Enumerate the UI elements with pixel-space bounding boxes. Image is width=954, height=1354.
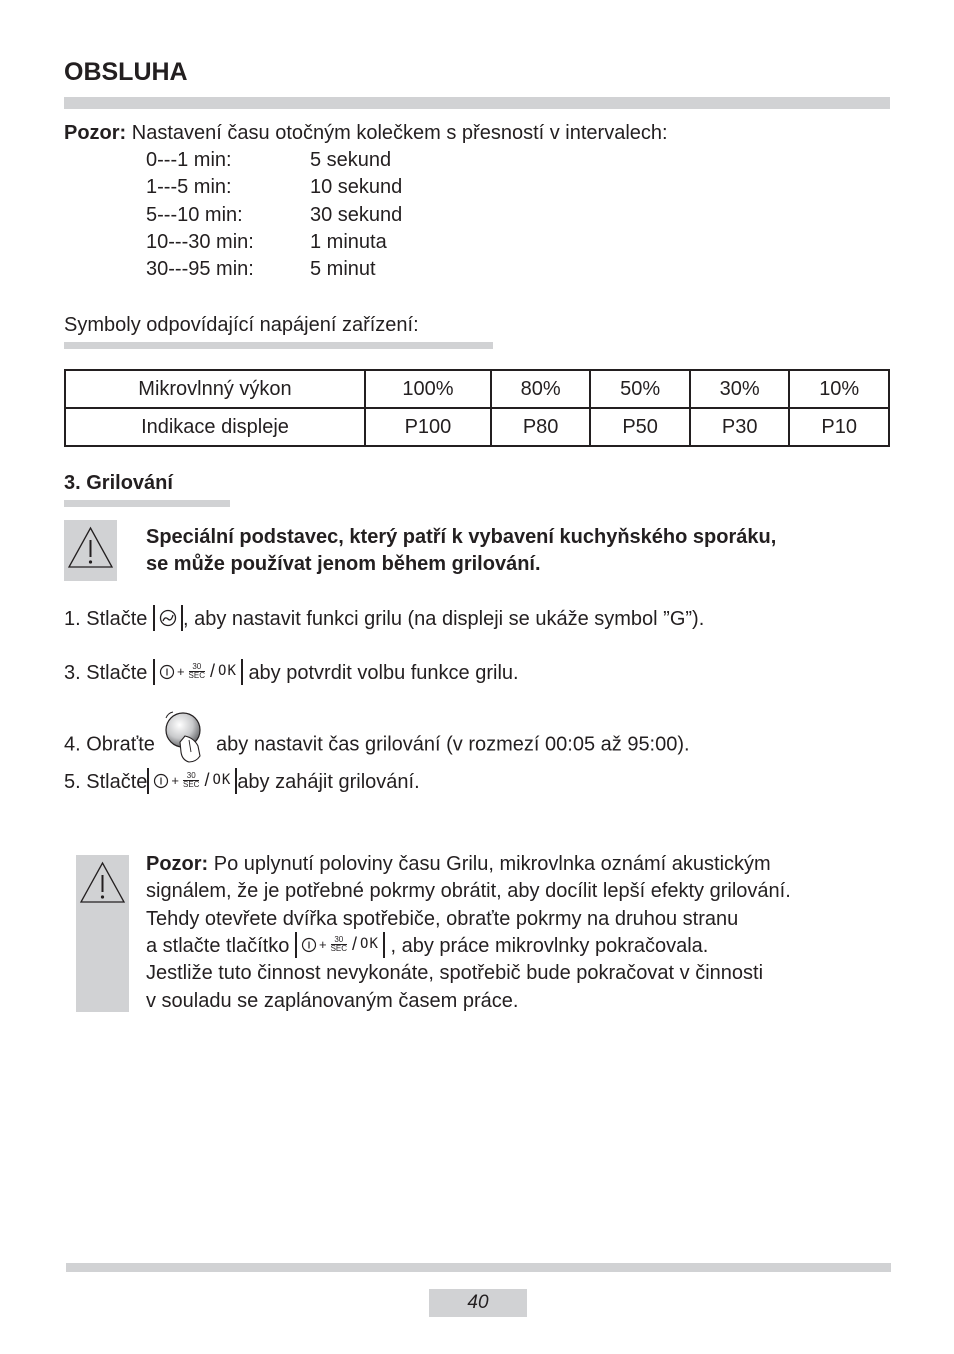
grill-heading: 3. Grilování [64,472,173,494]
table-cell: P80 [491,408,591,446]
interval-range: 5---10 min: [146,204,243,226]
thirty-sec-icon [183,772,199,789]
intervals-note [64,120,668,147]
thirty-sec-icon [331,936,347,953]
half-note-line [146,851,771,878]
step-1 [64,606,704,633]
interval-step: 5 sekund [310,149,392,171]
start-icon [153,773,169,789]
step-1-pre: 1. Stlačte [64,608,148,630]
title-divider [64,97,890,109]
grill-heading-underline [64,500,230,507]
plus-sign: + [171,773,179,789]
warning-box [76,855,129,1012]
table-cell: Mikrovlnný výkon [65,370,365,408]
half-note-line: signálem, že je potřebné pokrmy obrátit, aby docílit lepší efekty grilování. [146,880,791,902]
slash: / [210,661,216,682]
thirty-sec-icon [189,663,205,680]
start-icon [301,937,317,953]
step-5-post: aby zahájit grilování. [237,771,420,793]
start-icon [159,664,175,680]
interval-step: 1 minuta [310,231,387,253]
half-note-line [146,933,708,960]
line4-pre: a stlačte tlačítko [146,935,290,957]
interval-step: 10 sekund [310,176,403,198]
start-ok-button[interactable] [295,932,385,958]
table-cell: P10 [789,408,889,446]
plus-sign: + [318,937,327,953]
ok-label: OK [212,772,232,789]
table-cell: P100 [365,408,491,446]
step-4-pre: 4. Obraťte [64,733,155,756]
power-heading: Symboly odpovídající napájení zařízení: [64,314,419,336]
page-title: OBSLUHA [64,58,188,86]
page-number: 40 [429,1289,527,1317]
grill-icon [159,609,177,627]
table-cell: 10% [789,370,889,408]
dial-knob[interactable] [160,710,210,772]
line4-post: , aby práce mikrovlnky pokračovala. [390,935,709,957]
table-cell: 50% [590,370,690,408]
interval-step: 5 minut [310,258,376,280]
sec-top: 30 [334,935,344,945]
table-row [65,408,889,446]
power-heading-underline [64,342,493,349]
grill-button[interactable] [153,605,183,631]
step-3-pre: 3. Stlačte [64,662,148,684]
sec-top: 30 [186,771,196,781]
half-note-line: v souladu se zaplánovaným časem práce. [146,990,519,1012]
slash: / [204,770,210,791]
note-text: Po uplynutí poloviny času Grilu, mikrovlnka oznámí akustickým [213,853,771,875]
table-cell: 80% [491,370,591,408]
sec-bottom: SEC [182,780,200,790]
sec-top: 30 [192,662,202,672]
table-cell: P30 [690,408,790,446]
start-ok-button[interactable] [153,659,243,685]
interval-range: 0---1 min: [146,149,232,171]
warning-triangle-icon [79,861,126,905]
start-ok-button[interactable] [147,768,237,794]
note-label: Pozor: [64,122,127,144]
table-cell: 30% [690,370,790,408]
note-label: Pozor: [146,853,209,875]
sec-bottom: SEC [330,944,348,954]
interval-step: 30 sekund [310,204,403,226]
interval-range: 10---30 min: [146,231,254,253]
step-3 [64,660,519,687]
grill-warning-line: Speciální podstavec, který patří k vybavení kuchyňského sporáku, [146,526,777,548]
warning-box [64,520,117,581]
step-5-pre: 5. Stlačte [64,771,148,793]
step-5 [64,769,420,796]
table-cell: P50 [590,408,690,446]
interval-range: 1---5 min: [146,176,232,198]
step-1-post: , aby nastavit funkci grilu (na displeji se ukáže symbol ”G”). [182,608,705,630]
rotary-knob-icon [160,710,210,764]
slash: / [352,934,358,955]
step-4-post: aby nastavit čas grilování (v rozmezí 00:05 až 95:00). [216,733,690,756]
ok-label: OK [218,663,237,680]
footer-divider [66,1263,891,1272]
note-text: Nastavení času otočným kolečkem s přesností v intervalech: [131,122,668,144]
table-cell: Indikace displeje [65,408,365,446]
half-note-line: Jestliže tuto činnost nevykonáte, spotřebič bude pokračovat v činnosti [146,962,764,984]
grill-warning-line: se může používat jenom během grilování. [146,553,541,575]
step-3-post: aby potvrdit volbu funkce grilu. [248,662,519,684]
half-note-line: Tehdy otevřete dvířka spotřebiče, obraťte pokrmy na druhou stranu [146,908,739,930]
table-cell: 100% [365,370,491,408]
warning-triangle-icon [67,526,114,570]
power-table [64,369,890,447]
plus-sign: + [176,664,185,680]
sec-bottom: SEC [188,671,205,681]
ok-label: OK [360,936,379,953]
table-row [65,370,889,408]
interval-range: 30---95 min: [146,258,254,280]
